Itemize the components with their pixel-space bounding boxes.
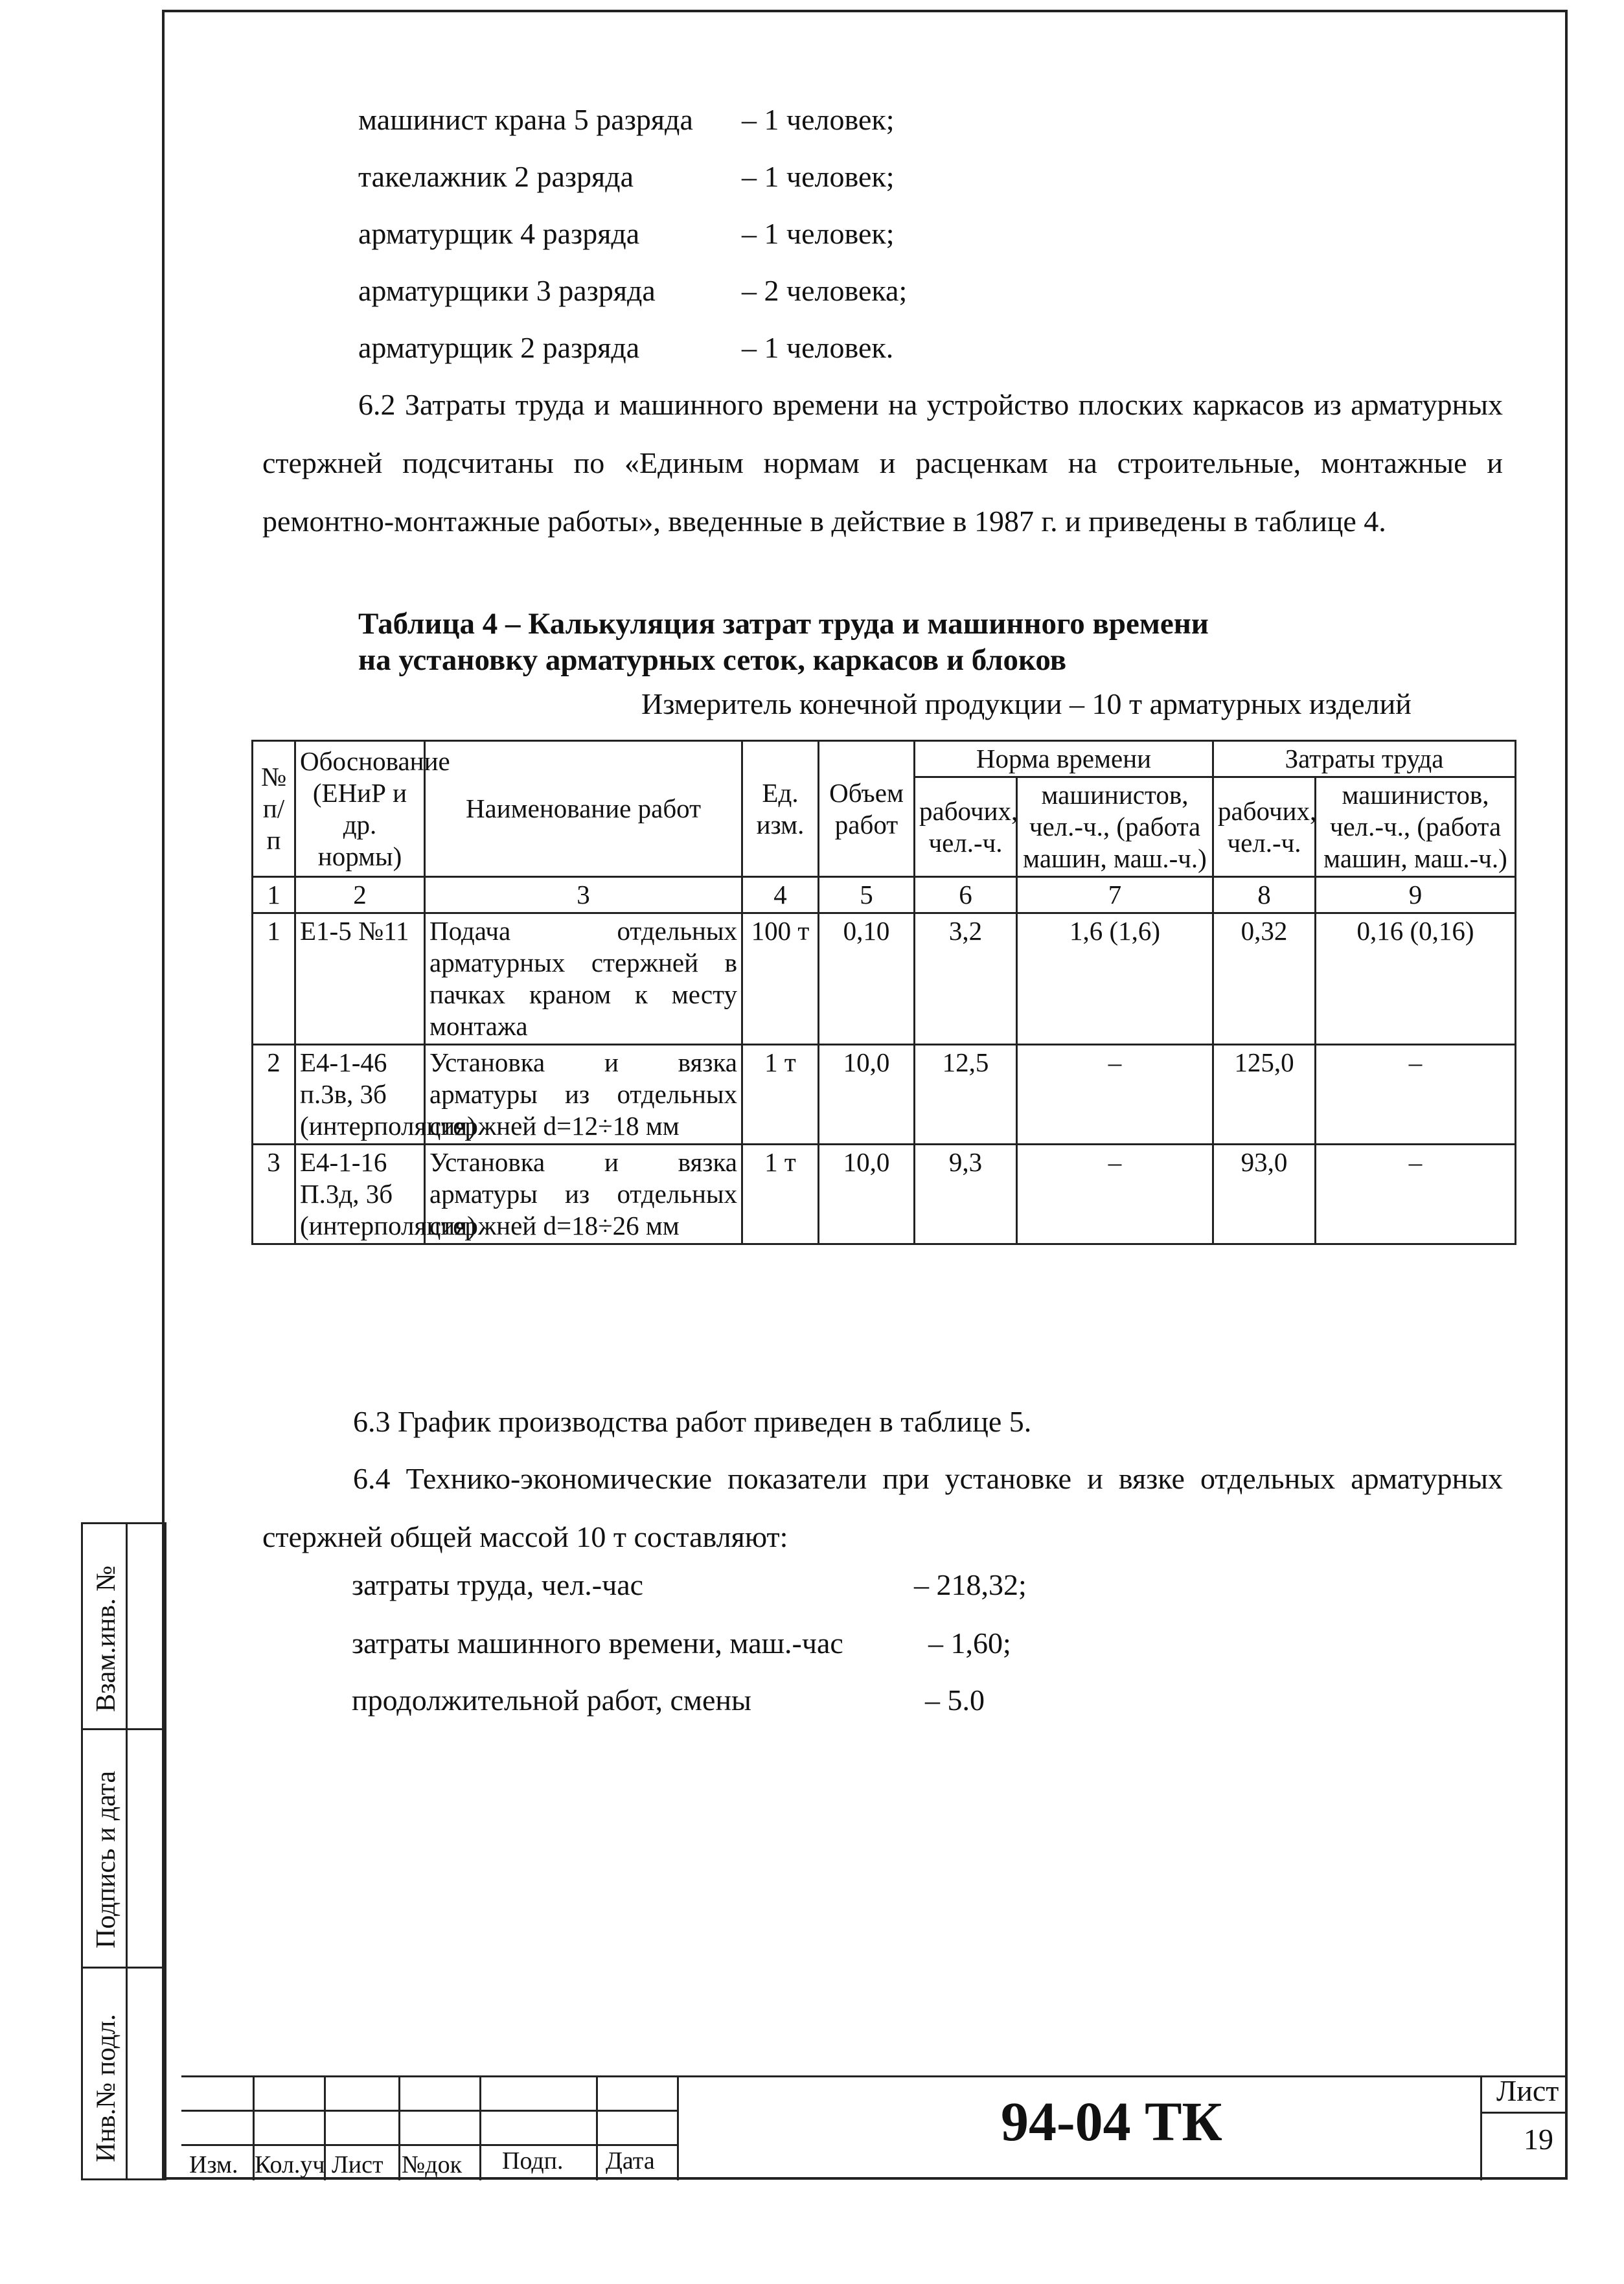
crew-role: такелажник 2 разряда [358, 160, 634, 193]
header-norm-workers: рабочих, чел.-ч. [915, 777, 1017, 877]
title-block-col-ndok: №док [402, 2151, 463, 2178]
col-number: 2 [295, 877, 425, 913]
crew-role: арматурщик 4 разряда [358, 217, 640, 250]
row-cost-machinists: – [1316, 1045, 1516, 1145]
row-norm-workers: 3,2 [915, 913, 1017, 1045]
summary-label: продолжительной работ, смены [352, 1684, 751, 1717]
title-block-line [479, 2075, 481, 2180]
row-unit: 100 т [742, 913, 819, 1045]
paragraph-6-4: 6.4 Технико-экономические показатели при установке и вязке отдельных арматурных стержней общей массой 10 т составляют: [262, 1462, 1503, 1553]
crew-role: арматурщик 2 разряда [358, 331, 640, 364]
table-title-line-2: на установку арматурных сеток, каркасов и блоков [358, 643, 1067, 677]
summary-value: – 1,60; [928, 1627, 1011, 1660]
col-number: 9 [1316, 877, 1516, 913]
col-number: 6 [915, 877, 1017, 913]
paragraph-6-2: 6.2 Затраты труда и машинного времени на устройство плоских каркасов из арматурных стержней подсчитаны по «Единым нормам и расценкам на строительные, монтажные и ремонтно-монтажные работы», введенные в действие в 1987 г. и приведены в таблице 4. [262, 388, 1503, 538]
crew-count: – 1 человек; [742, 160, 895, 193]
table-row [253, 1145, 1516, 1244]
header-basis: Обоснование (ЕНиР и др. нормы) [295, 741, 425, 877]
title-block-col-izm: Изм. [189, 2151, 238, 2178]
title-block-line [1480, 2112, 1568, 2114]
document-code: 94-04 ТК [1001, 2090, 1222, 2153]
row-volume: 0,10 [819, 913, 915, 1045]
table-column-numbers-row [253, 877, 1516, 913]
header-name: Наименование работ [425, 741, 742, 877]
crew-count: – 2 человека; [742, 274, 908, 307]
row-cost-machinists: – [1316, 1145, 1516, 1244]
col-number: 4 [742, 877, 819, 913]
row-norm-machinists: – [1017, 1045, 1213, 1145]
side-stamp-divider [83, 1728, 165, 1730]
row-name: Установка и вязка арматуры из отдельных стержней d=18÷26 мм [425, 1145, 742, 1244]
summary-value: – 218,32; [914, 1568, 1027, 1601]
table-row [253, 1045, 1516, 1145]
title-block-col-podp: Подп. [502, 2147, 564, 2175]
crew-count: – 1 человек; [742, 103, 895, 136]
row-num: 1 [253, 913, 295, 1045]
row-cost-workers: 125,0 [1213, 1045, 1316, 1145]
row-norm-workers: 12,5 [915, 1045, 1017, 1145]
crew-count: – 1 человек. [742, 331, 894, 364]
title-block-line [181, 2144, 679, 2146]
row-unit: 1 т [742, 1045, 819, 1145]
row-norm-workers: 9,3 [915, 1145, 1017, 1244]
title-block-line [181, 2110, 679, 2112]
title-block-line [181, 2075, 1568, 2077]
header-norm-group: Норма времени [915, 741, 1213, 777]
row-volume: 10,0 [819, 1045, 915, 1145]
col-number: 8 [1213, 877, 1316, 913]
table-unit: Измеритель конечной продукции – 10 т арматурных изделий [641, 687, 1412, 720]
title-block-line [398, 2075, 400, 2180]
table-row [253, 913, 1516, 1045]
header-cost-workers: рабочих, чел.-ч. [1213, 777, 1316, 877]
title-block-col-data: Дата [606, 2147, 655, 2175]
col-number: 3 [425, 877, 742, 913]
title-block-col-list: Лист [332, 2151, 383, 2178]
side-stamp-divider [83, 1967, 165, 1969]
summary-label: затраты труда, чел.-час [352, 1568, 644, 1601]
crew-role: машинист крана 5 разряда [358, 103, 693, 136]
paragraph-6-3: 6.3 График производства работ приведен в таблице 5. [353, 1405, 1032, 1438]
table-header-row [253, 741, 1516, 777]
title-block-line [677, 2075, 679, 2180]
summary-label: затраты машинного времени, маш.-час [352, 1627, 843, 1660]
row-basis: Е1-5 №11 [295, 913, 425, 1045]
header-unit: Ед. изм. [742, 741, 819, 877]
crew-role: арматурщики 3 разряда [358, 274, 656, 307]
col-number: 5 [819, 877, 915, 913]
row-num: 3 [253, 1145, 295, 1244]
stamp-inv-orig: Инв.№ подл. [91, 2014, 121, 2162]
col-number: 7 [1017, 877, 1213, 913]
row-norm-machinists: 1,6 (1,6) [1017, 913, 1213, 1045]
table-title-line-1: Таблица 4 – Калькуляция затрат труда и машинного времени [358, 607, 1209, 641]
row-unit: 1 т [742, 1145, 819, 1244]
header-num: № п/п [253, 741, 295, 877]
row-basis: Е4-1-16 П.3д, 3б (интерполяция) [295, 1145, 425, 1244]
summary-value: – 5.0 [925, 1684, 985, 1717]
header-volume: Объем работ [819, 741, 915, 877]
row-cost-machinists: 0,16 (0,16) [1316, 913, 1516, 1045]
header-norm-machinists: машинистов, чел.-ч., (работа машин, маш.-ч.) [1017, 777, 1213, 877]
side-stamp [81, 1522, 166, 2180]
col-number: 1 [253, 877, 295, 913]
row-name: Подача отдельных арматурных стержней в пачках краном к месту монтажа [425, 913, 742, 1045]
table-title [358, 606, 1209, 678]
row-cost-workers: 93,0 [1213, 1145, 1316, 1244]
sheet-number: 19 [1524, 2123, 1553, 2156]
sheet-label: Лист [1496, 2074, 1559, 2107]
header-cost-group: Затраты труда [1213, 741, 1516, 777]
stamp-inv-no: Взам.инв. № [91, 1565, 121, 1712]
row-volume: 10,0 [819, 1145, 915, 1244]
calculation-table [251, 740, 1516, 1245]
row-basis: Е4-1-46 п.3в, 3б (интерполяция) [295, 1045, 425, 1145]
header-cost-machinists: машинистов, чел.-ч., (работа машин, маш.-ч.) [1316, 777, 1516, 877]
side-stamp-divider [126, 1524, 128, 2178]
title-block-line [596, 2075, 598, 2180]
title-block-line [1480, 2075, 1482, 2180]
title-block-col-kol: Кол.уч [255, 2151, 325, 2178]
row-norm-machinists: – [1017, 1145, 1213, 1244]
crew-count: – 1 человек; [742, 217, 895, 250]
row-name: Установка и вязка арматуры из отдельных стержней d=12÷18 мм [425, 1045, 742, 1145]
row-num: 2 [253, 1045, 295, 1145]
stamp-sign-date: Подпись и дата [91, 1770, 121, 1948]
row-cost-workers: 0,32 [1213, 913, 1316, 1045]
